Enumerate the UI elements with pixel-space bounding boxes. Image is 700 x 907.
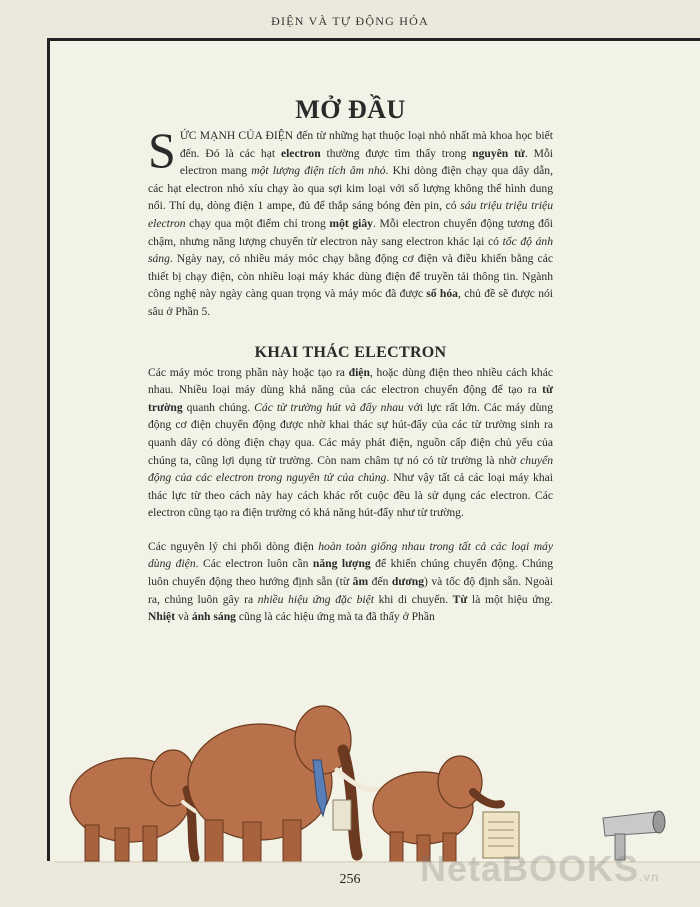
watermark-suffix: .vn xyxy=(639,870,660,884)
text-run: khi di chuyển. xyxy=(373,592,453,606)
text-run: chạy qua một điểm chỉ trong xyxy=(185,216,330,230)
text-run: . Mỗi electron mang xyxy=(179,146,553,178)
paragraph-3 xyxy=(148,538,553,626)
text-run: âm xyxy=(352,575,369,589)
text-run: , hoặc dùng điện theo nhiều cách khác nhau. Nhiều loại máy dùng khả năng của các electron chuyển động để tạo ra xyxy=(148,365,553,397)
text-run: . Như vậy tất cả các loại máy khai thác lực từ theo cách này hay cách khác rốt cuộc đều là sử dụng các electron. Các electron cũng tạo ra điện trường có khả năng hút-đẩy như từ trường. xyxy=(148,471,553,520)
text-run: với lực rất lớn. Các máy dùng động cơ điện chuyển động được nhờ khai thác sự hút-đẩy của các từ trường sinh ra quanh dây có dòng điện chạy qua. Các máy phát điện, nguồn cấp điện chủ yếu của chúng ta, cũng lợi dụng từ trường. Còn nam châm tự nó có từ trường là nhờ xyxy=(148,400,553,467)
intro-text xyxy=(148,122,554,318)
text-run: quanh chúng. xyxy=(182,400,255,414)
text-run: năng lượng xyxy=(312,557,371,571)
text-run: và xyxy=(175,610,192,624)
text-run: electron xyxy=(280,146,321,160)
text-run: Nhiệt xyxy=(148,610,176,624)
mammoth-large xyxy=(188,706,385,862)
text-run: . Mỗi electron chuyển động tương đối chậm, nhưng năng lượng chuyển từ electron này sang electron khác lại có xyxy=(148,216,553,248)
text-run: để khiến chúng chuyển động. Chúng luôn chuyển động theo hướng định sẵn (từ xyxy=(148,557,554,589)
text-run: một lượng điện tích âm nhỏ xyxy=(251,164,386,178)
text-run: số hóa xyxy=(426,287,458,301)
text-run: . Các electron luôn cần xyxy=(195,557,313,571)
text-run: ỨC MẠNH CỦA ĐIỆN đến từ những hạt thuộc loại nhỏ nhất mà khoa học biết đến. Đó là các hạt xyxy=(179,129,553,160)
mammoths-illustration xyxy=(55,690,700,868)
drop-cap: S xyxy=(148,122,176,178)
mammoth-small xyxy=(373,756,519,862)
section-title: KHAI THÁC ELECTRON xyxy=(254,343,447,361)
text-run: , chủ đề sẽ được nói sâu ở Phần 5. xyxy=(148,287,554,318)
text-run: Các máy móc trong phần này hoặc tạo ra xyxy=(148,365,349,379)
text-run: nhiều hiệu ứng đặc biệt xyxy=(257,592,374,606)
text-run: hoàn toàn giống nhau trong tất cả các loại máy dùng điện xyxy=(148,539,554,571)
running-head: ĐIỆN VÀ TỰ ĐỘNG HÓA xyxy=(271,14,429,28)
watermark-text: NetaBOOKS xyxy=(420,848,640,889)
text-run: tốc độ ánh sáng xyxy=(148,234,553,266)
text-run: thường được tìm thấy trong xyxy=(320,146,473,160)
text-run: dương xyxy=(391,575,424,589)
text-run: . Khi dòng điện chạy qua dây dẫn, các hạt electron nhỏ xíu chạy ào qua sợi kim loại với số lượng không thể hình dung nổi. Thí dụ, dòng điện 1 ampe, đủ để thắp sáng bóng đèn pin, có xyxy=(148,164,553,213)
text-run: . Ngày nay, có nhiều máy móc chạy bằng động cơ điện và điều khiển bằng các thiết bị chạy điện, còn nhiều loại máy khác dùng điện để truyền tải thông tin. Ngành công nghệ này ngày càng quan trọng và máy móc đã được xyxy=(148,252,553,301)
text-run: từ trường xyxy=(148,383,553,414)
paragraph-2 xyxy=(148,364,553,522)
text-run: nguyên tử xyxy=(472,146,525,160)
text-run: ánh sáng xyxy=(191,610,236,624)
text-run: điện xyxy=(348,365,370,379)
text-run: Từ xyxy=(452,592,468,606)
text-run: Các từ trường hút và đẩy nhau xyxy=(254,400,404,414)
text-run: sáu triệu triệu triệu electron xyxy=(148,199,553,230)
article-body xyxy=(148,95,553,626)
intro-paragraph xyxy=(148,122,554,321)
watermark-logo xyxy=(420,848,690,888)
text-run: chuyển động của các electron trong nguyên tử của chúng xyxy=(148,453,553,485)
briefcase xyxy=(333,800,351,830)
text-run: là một hiệu ứng. xyxy=(467,592,554,606)
text-run: ) và tốc độ định sẵn. Ngoài ra, chúng luôn gây ra xyxy=(148,575,553,606)
text-run: Các nguyên lý chi phối dòng điện xyxy=(148,539,319,553)
text-run: một giây xyxy=(329,216,373,230)
text-run: đến xyxy=(368,575,392,589)
text-run: cũng là các hiệu ứng mà ta đã thấy ở Phần xyxy=(235,610,435,624)
chapter-title: MỞ ĐẦU xyxy=(295,95,406,124)
page-number: 256 xyxy=(339,872,361,887)
